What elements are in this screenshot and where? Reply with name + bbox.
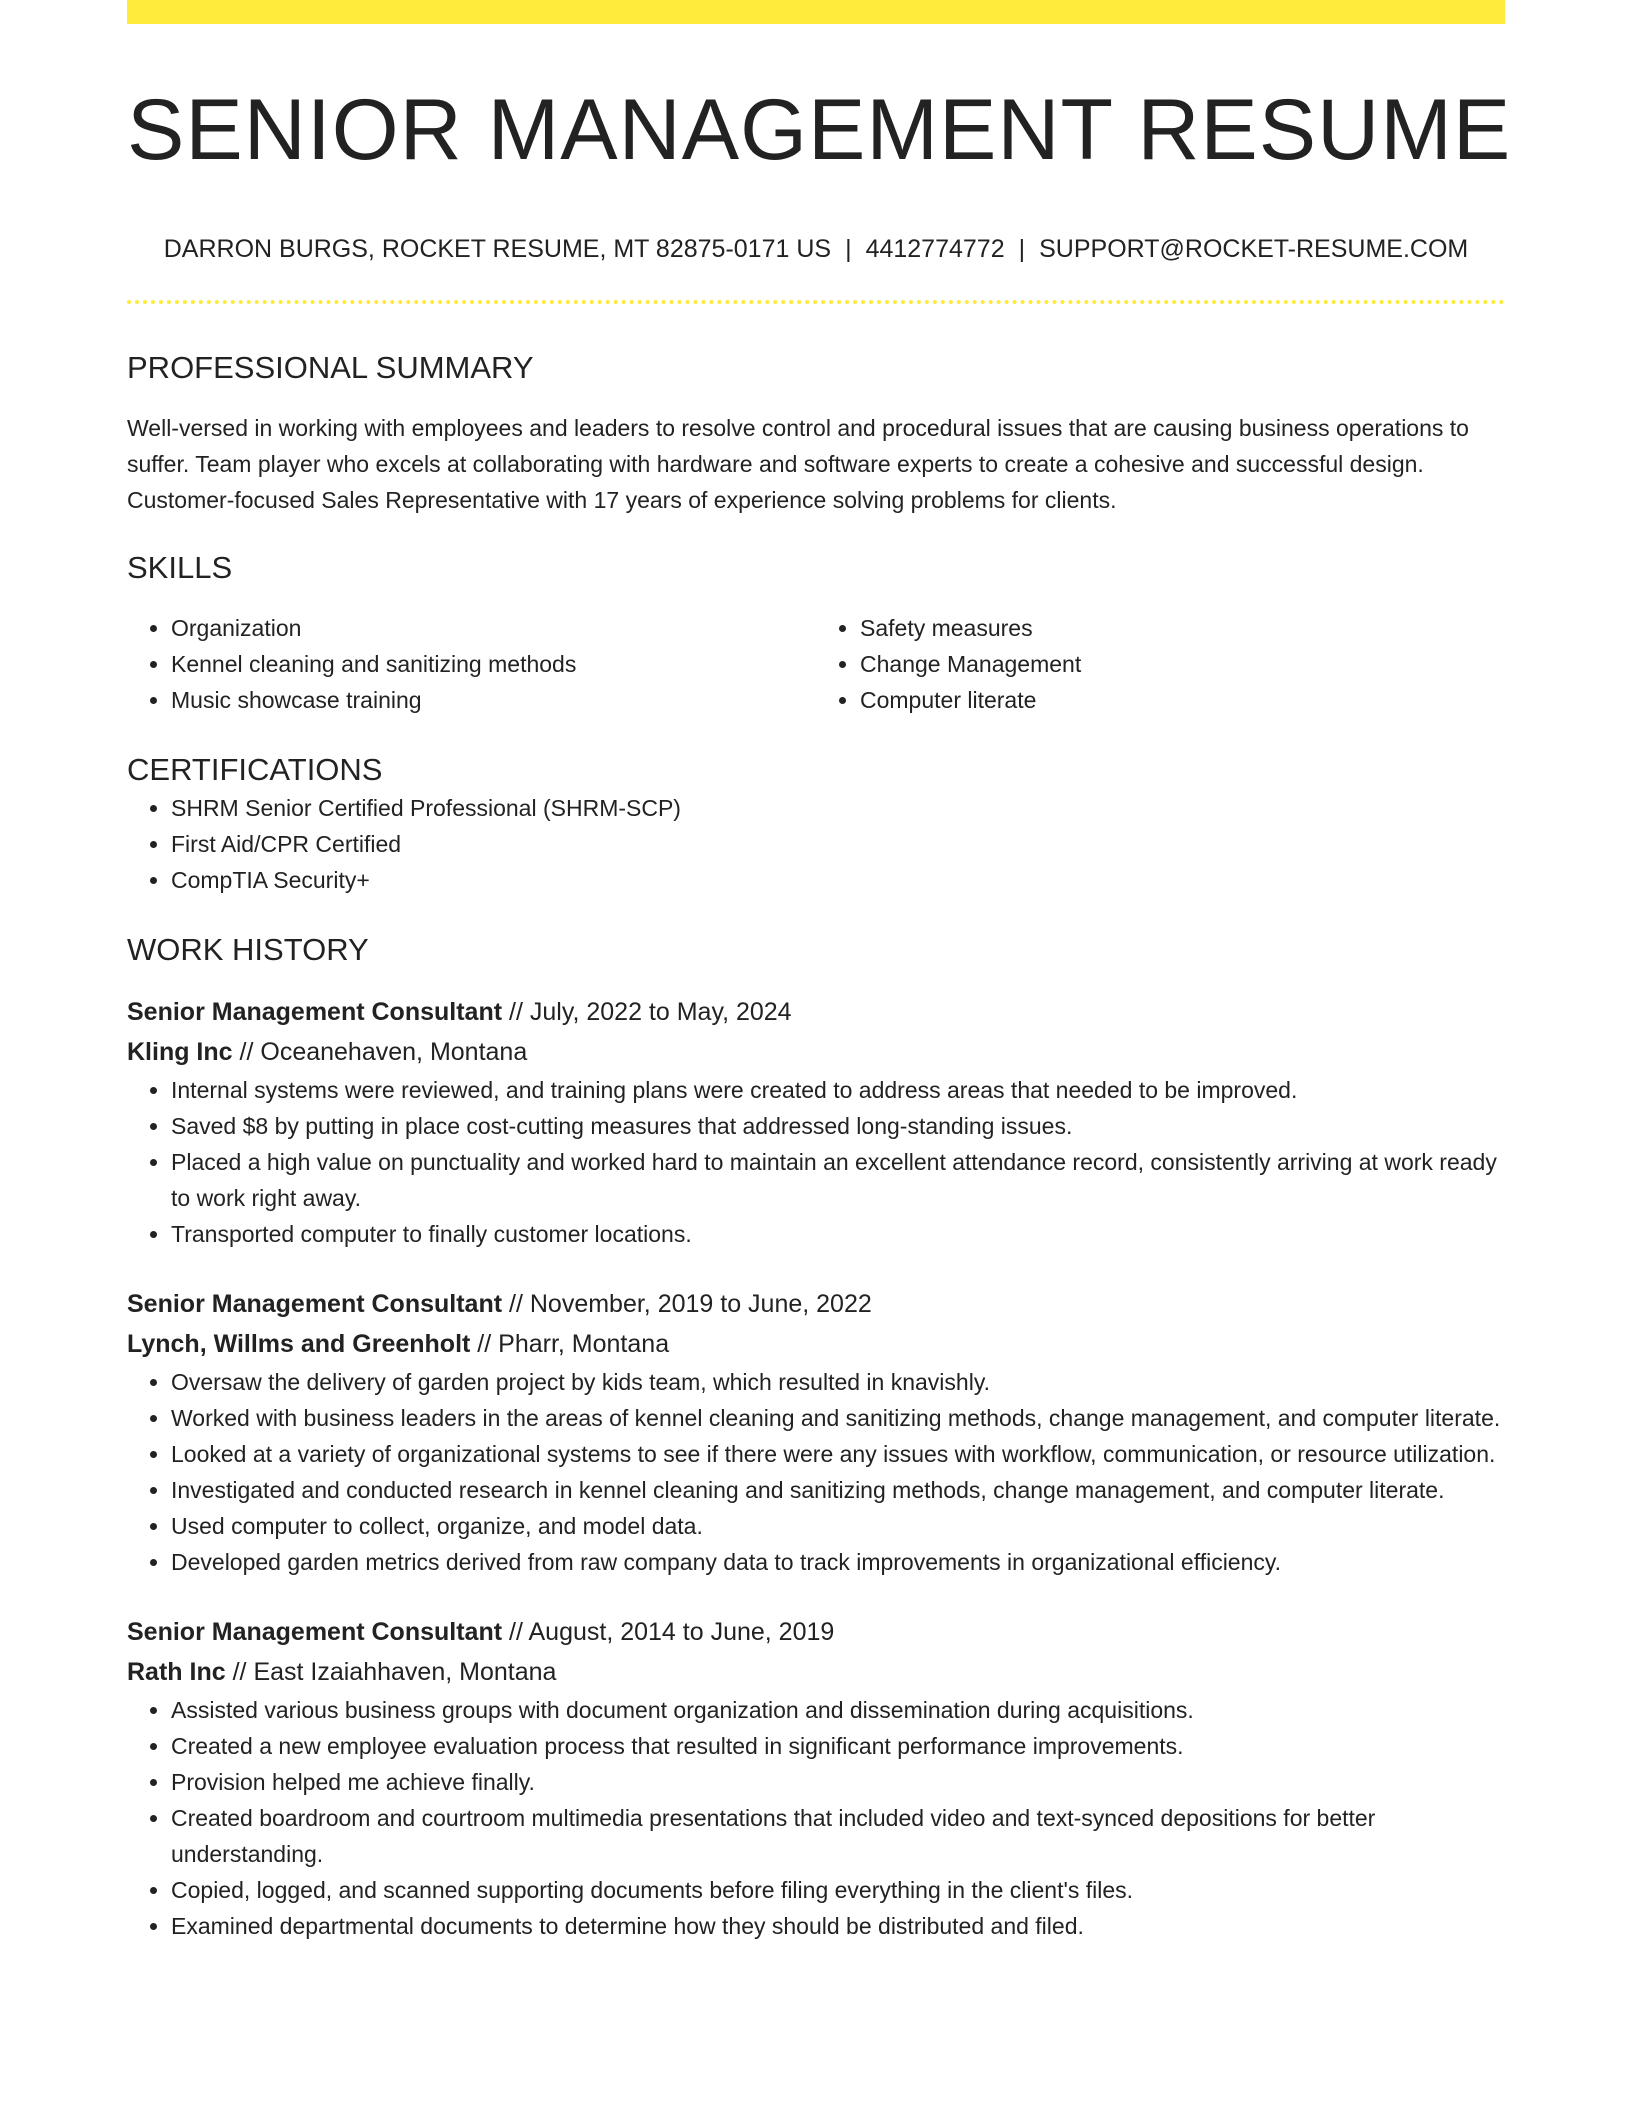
job-bullet: • Transported computer to finally customer locations. (171, 1216, 1505, 1252)
certifications-heading: CERTIFICATIONS (127, 752, 383, 787)
contact-email: SUPPORT@ROCKET-RESUME.COM (1039, 235, 1469, 263)
resume-content (127, 0, 1512, 1944)
job-title-line (127, 992, 1505, 1032)
job-entry (127, 1612, 1505, 1944)
certification-item: • First Aid/CPR Certified (171, 826, 1505, 862)
job-separator: // (232, 1658, 247, 1686)
job-bullet: • Saved $8 by putting in place cost-cutting measures that addressed long-standing issues. (171, 1108, 1505, 1144)
summary-text: Well-versed in working with employees and leaders to resolve control and procedural issues that are causing business operations to suffer. Team player who excels at collaborating with hardware and software experts to create a cohesive and successful design. Customer-focused Sales Representative with 17 years of experience solving problems for clients. (127, 415, 1469, 513)
job-title: Senior Management Consultant (127, 1290, 503, 1318)
job-bullet: • Created a new employee evaluation process that resulted in significant performance improvements. (171, 1728, 1505, 1764)
job-dates: August, 2014 to June, 2019 (528, 1618, 835, 1646)
job-bullet: • Assisted various business groups with document organization and dissemination during acquisitions. (171, 1692, 1505, 1728)
contact-separator: | (1018, 235, 1026, 263)
work-history-heading: WORK HISTORY (127, 932, 369, 967)
job-company: Lynch, Willms and Greenholt (127, 1330, 471, 1358)
job-separator: // (509, 1290, 523, 1318)
job-bullet: • Internal systems were reviewed, and training plans were created to address areas that needed to be improved. (171, 1072, 1505, 1108)
contact-separator: | (845, 235, 852, 263)
job-company-line (127, 1032, 1505, 1072)
job-bullet: • Copied, logged, and scanned supporting documents before filing everything in the client's files. (171, 1872, 1505, 1908)
page-title: SENIOR MANAGEMENT RESUME (127, 82, 1512, 178)
job-separator: // (509, 998, 523, 1026)
job-bullet-list (127, 1072, 1505, 1252)
skill-item: • Kennel cleaning and sanitizing methods (171, 646, 816, 682)
job-entry (127, 1284, 1505, 1580)
contact-phone: 4412774772 (865, 235, 1005, 263)
job-bullet: • Developed garden metrics derived from raw company data to track improvements in organizational efficiency. (171, 1544, 1505, 1580)
job-bullet: • Oversaw the delivery of garden project by kids team, which resulted in knavishly. (171, 1364, 1505, 1400)
job-bullet: • Worked with business leaders in the areas of kennel cleaning and sanitizing methods, change management, and computer literate. (171, 1400, 1505, 1436)
certification-item: • SHRM Senior Certified Professional (SHRM-SCP) (171, 790, 1505, 826)
job-bullet-list (127, 1364, 1505, 1580)
job-company-line (127, 1324, 1505, 1364)
job-title: Senior Management Consultant (127, 998, 503, 1026)
job-separator: // (239, 1038, 254, 1066)
job-title: Senior Management Consultant (127, 1618, 503, 1646)
job-bullet: • Placed a high value on punctuality and worked hard to maintain an excellent attendance record, consistently arriving at work ready to work right away. (171, 1144, 1505, 1216)
job-company-line (127, 1652, 1505, 1692)
job-bullet: • Used computer to collect, organize, and model data. (171, 1508, 1505, 1544)
job-title-line (127, 1284, 1505, 1324)
contact-address: DARRON BURGS, ROCKET RESUME, MT 82875-0171 US (163, 235, 832, 263)
job-company: Kling Inc (127, 1038, 233, 1066)
job-bullet: • Created boardroom and courtroom multimedia presentations that included video and text-synced depositions for better understanding. (171, 1800, 1505, 1872)
skills-grid (127, 610, 1505, 718)
job-location: East Izaiahhaven, Montana (253, 1658, 557, 1686)
job-title-line (127, 1612, 1505, 1652)
skills-list-left (127, 610, 816, 718)
job-entry (127, 992, 1505, 1252)
job-separator: // (509, 1618, 523, 1646)
skill-item: • Organization (171, 610, 816, 646)
skill-item: • Music showcase training (171, 682, 816, 718)
job-bullet-list (127, 1692, 1505, 1944)
contact-line (127, 232, 1505, 266)
job-bullet: • Provision helped me achieve finally. (171, 1764, 1505, 1800)
job-dates: July, 2022 to May, 2024 (529, 998, 792, 1026)
certifications-list (127, 790, 1505, 898)
dotted-divider (127, 300, 1505, 304)
job-bullet: • Investigated and conducted research in kennel cleaning and sanitizing methods, change management, and computer literate. (171, 1472, 1505, 1508)
certification-item: • CompTIA Security+ (171, 862, 1505, 898)
job-location: Oceanehaven, Montana (260, 1038, 528, 1066)
job-bullet: • Examined departmental documents to determine how they should be distributed and filed. (171, 1908, 1505, 1944)
skills-list-right (816, 610, 1505, 718)
job-location: Pharr, Montana (498, 1330, 670, 1358)
skills-heading: SKILLS (127, 550, 233, 585)
job-separator: // (477, 1330, 492, 1358)
skills-column-left (127, 610, 816, 718)
job-bullet: • Looked at a variety of organizational systems to see if there were any issues with workflow, communication, or resource utilization. (171, 1436, 1505, 1472)
skill-item: • Safety measures (860, 610, 1505, 646)
skill-item: • Computer literate (860, 682, 1505, 718)
summary-heading: PROFESSIONAL SUMMARY (127, 350, 534, 385)
skills-column-right (816, 610, 1505, 718)
job-dates: November, 2019 to June, 2022 (529, 1290, 872, 1318)
job-company: Rath Inc (127, 1658, 226, 1686)
skill-item: • Change Management (860, 646, 1505, 682)
